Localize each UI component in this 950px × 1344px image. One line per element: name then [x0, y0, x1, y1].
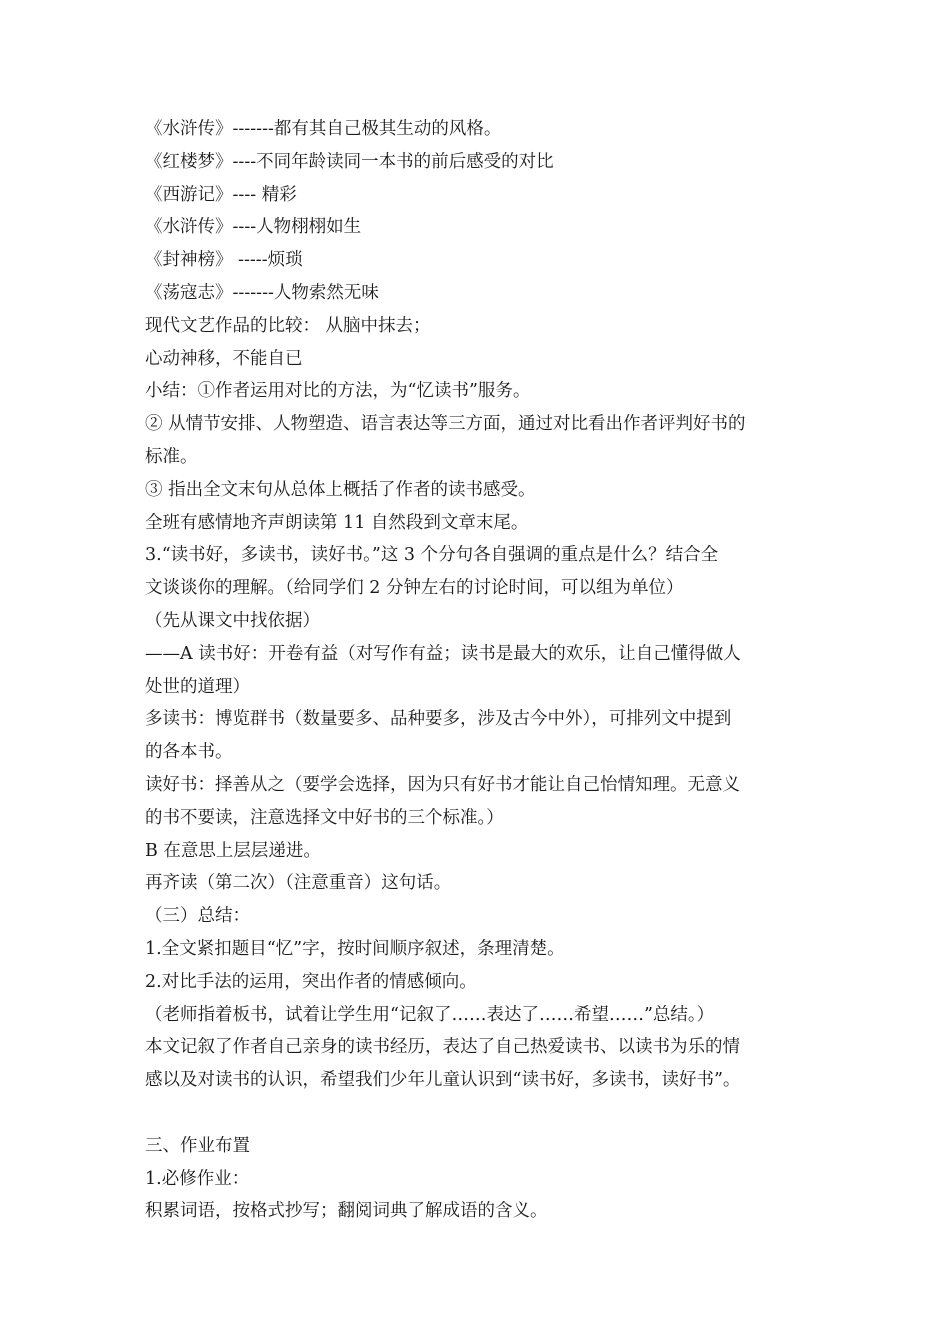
text-line: B 在意思上层层递进。 — [145, 840, 321, 861]
text-line: 积累词语，按格式抄写；翻阅词典了解成语的含义。 — [145, 1201, 548, 1222]
text-line: 2.对比手法的运用，突出作者的情感倾向。 — [145, 971, 477, 992]
section-heading: （三）总结： — [145, 906, 250, 927]
paragraph-gap — [145, 1097, 825, 1130]
text-line: 文谈谈你的理解。（给同学们 2 分钟左右的讨论时间，可以组为单位） — [145, 578, 684, 599]
text-line: 的书不要读，注意选择文中好书的三个标准。） — [145, 807, 504, 828]
text-line: 的各本书。 — [145, 742, 233, 763]
text-line: 再齐读（第二次）（注意重音）这句话。 — [145, 873, 452, 894]
text-line: （先从课文中找依据） — [145, 610, 320, 631]
text-line: 《红楼梦》----不同年龄读同一本书的前后感受的对比 — [145, 151, 554, 172]
text-line: 本文记叙了作者自己亲身的读书经历，表达了自己热爱读书、以读书为乐的情 — [145, 1037, 740, 1058]
text-line: 全班有感情地齐声朗读第 11 自然段到文章末尾。 — [145, 512, 529, 533]
text-line: 1.全文紧扣题目“忆”字，按时间顺序叙述，条理清楚。 — [145, 938, 565, 959]
text-line: 《水浒传》----人物栩栩如生 — [145, 217, 362, 238]
text-line: 心动神移，不能自已 — [145, 348, 303, 369]
text-line: 《封神榜》 -----烦琐 — [145, 250, 303, 271]
text-line: 《荡寇志》-------人物索然无味 — [145, 282, 379, 303]
text-line: 处世的道理） — [145, 676, 250, 697]
text-line: 感以及对读书的认识，希望我们少年儿童认识到“读书好，多读书，读好书”。 — [145, 1070, 741, 1091]
text-line: 读好书：择善从之（要学会选择，因为只有好书才能让自己怡情知理。无意义 — [145, 774, 740, 795]
text-line: 现代文艺作品的比较： 从脑中抹去； — [145, 315, 431, 336]
section-heading: 三、作业布置 — [145, 1135, 250, 1156]
question-line: 3.“读书好，多读书，读好书。”这 3 个分句各自强调的重点是什么？结合全 — [145, 545, 719, 566]
text-line: 《水浒传》-------都有其自己极其生动的风格。 — [145, 119, 502, 139]
text-line: （老师指着板书，试着让学生用“记叙了……表达了……希望……”总结。） — [145, 1004, 715, 1025]
text-line: 《西游记》---- 精彩 — [145, 184, 297, 205]
text-line: ② 从情节安排、人物塑造、语言表达等三方面，通过对比看出作者评判好书的 — [145, 414, 746, 435]
summary-line: 小结：①作者运用对比的方法，为“忆读书”服务。 — [145, 381, 531, 402]
text-line: ③ 指出全文末句从总体上概括了作者的读书感受。 — [145, 479, 536, 500]
document-body — [145, 113, 825, 1228]
text-line: 标准。 — [145, 446, 198, 467]
text-line: 多读书：博览群书（数量要多、品种要多，涉及古今中外），可排列文中提到 — [145, 709, 732, 730]
text-line: 1.必修作业： — [145, 1168, 250, 1189]
text-line: ——A 读书好：开卷有益（对写作有益；读书是最大的欢乐，让自己懂得做人 — [145, 643, 741, 664]
